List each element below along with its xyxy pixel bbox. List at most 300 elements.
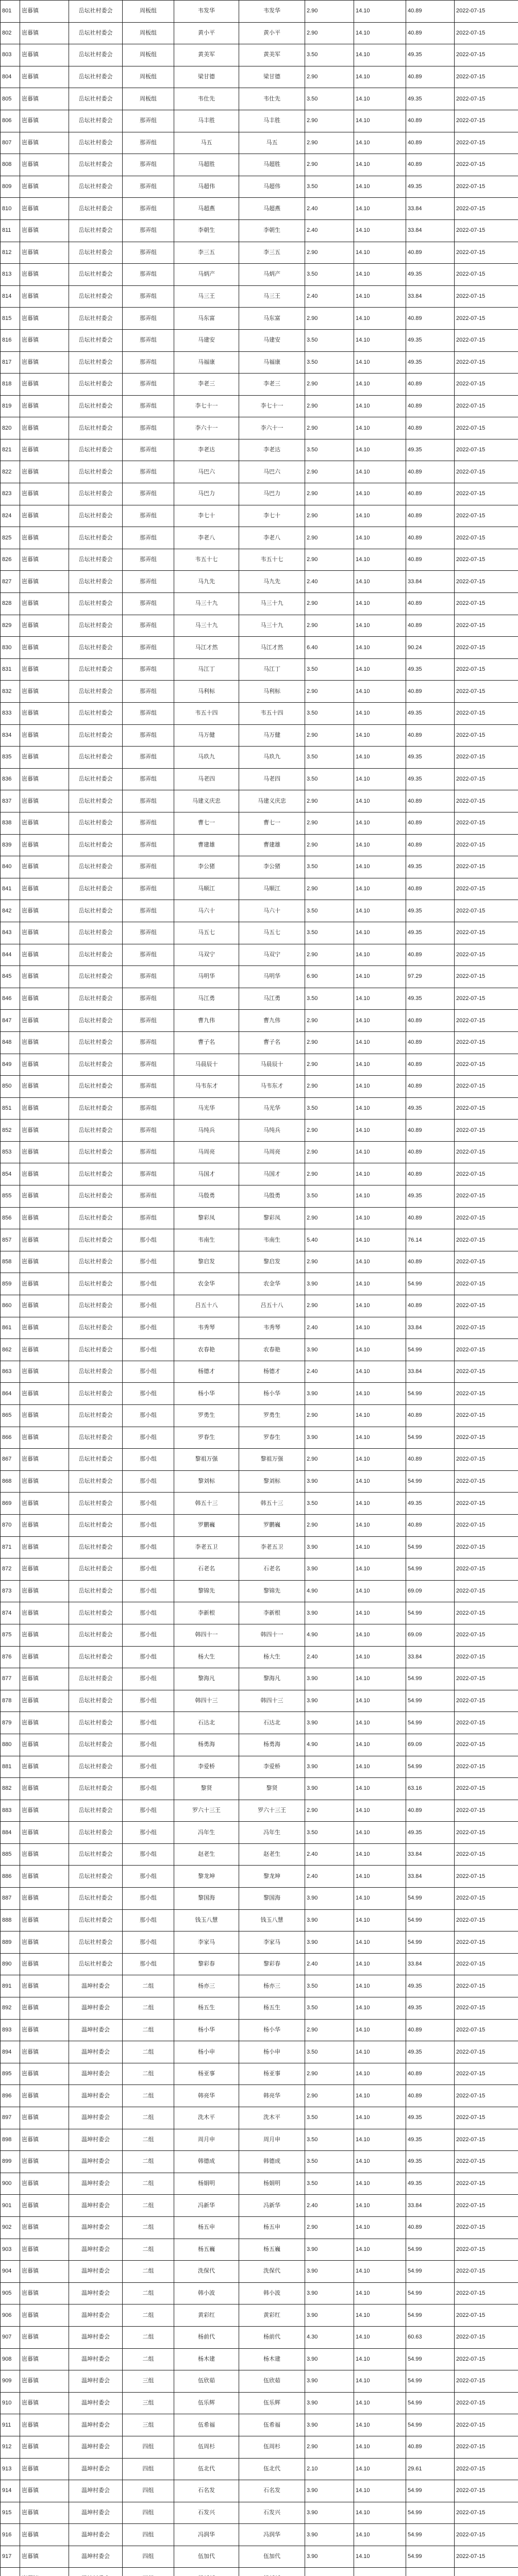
household-head-cell: 李老三: [239, 374, 305, 396]
amount-cell: 49.35: [406, 988, 455, 1010]
row-number-cell: 885: [1, 1843, 20, 1866]
unit-price-cell: 14.10: [354, 768, 406, 790]
date-cell: 2022-07-15: [455, 1470, 518, 1493]
name-cell: 李朝生: [174, 219, 239, 242]
date-cell: 2022-07-15: [455, 242, 518, 264]
unit-price-cell: 14.10: [354, 1470, 406, 1493]
row-number-cell: 897: [1, 2107, 20, 2129]
name-cell: 杨小华: [174, 2019, 239, 2041]
town-cell: 岜暮镇: [20, 878, 69, 900]
village-committee-cell: 岳坛社村委会: [69, 1163, 123, 1185]
town-cell: 岜暮镇: [20, 132, 69, 154]
table-row: [1, 2480, 518, 2502]
area-cell: 2.90: [305, 461, 354, 483]
date-cell: 2022-07-15: [455, 1076, 518, 1098]
row-number-cell: 917: [1, 2546, 20, 2568]
household-head-cell: 冯年生: [239, 1822, 305, 1844]
amount-cell: 49.35: [406, 351, 455, 374]
date-cell: 2022-07-15: [455, 834, 518, 856]
town-cell: 岜暮镇: [20, 1295, 69, 1317]
table-row: [1, 768, 518, 790]
town-cell: 岜暮镇: [20, 944, 69, 966]
table-row: [1, 1953, 518, 1975]
date-cell: 2022-07-15: [455, 1185, 518, 1208]
unit-price-cell: 14.10: [354, 944, 406, 966]
town-cell: 岜暮镇: [20, 1800, 69, 1822]
name-cell: 韩四十三: [174, 1690, 239, 1712]
row-number-cell: 874: [1, 1602, 20, 1624]
area-cell: 3.90: [305, 2480, 354, 2502]
row-number-cell: 831: [1, 658, 20, 681]
household-head-cell: 马建义庆忠: [239, 790, 305, 812]
area-cell: 2.40: [305, 2195, 354, 2217]
village-committee-cell: 温坤村委会: [69, 1997, 123, 2020]
group-cell: 那弄组: [123, 395, 174, 417]
town-cell: 岜暮镇: [20, 2282, 69, 2304]
area-cell: 2.90: [305, 944, 354, 966]
date-cell: 2022-07-15: [455, 1427, 518, 1449]
group-cell: 四组: [123, 2546, 174, 2568]
town-cell: 岜暮镇: [20, 1909, 69, 1931]
town-cell: 岜暮镇: [20, 2392, 69, 2414]
row-number-cell: 908: [1, 2348, 20, 2370]
area-cell: 4.90: [305, 1734, 354, 1756]
date-cell: 2022-07-15: [455, 154, 518, 176]
table-row: [1, 1054, 518, 1076]
table-row: [1, 44, 518, 66]
name-cell: 杨亦三: [174, 1975, 239, 1997]
amount-cell: 54.99: [406, 2414, 455, 2436]
unit-price-cell: 14.10: [354, 1690, 406, 1712]
amount-cell: 40.89: [406, 22, 455, 44]
group-cell: 那弄组: [123, 900, 174, 922]
amount-cell: 40.89: [406, 308, 455, 330]
date-cell: 2022-07-15: [455, 922, 518, 944]
name-cell: 黎龙坤: [174, 1866, 239, 1888]
amount-cell: 49.35: [406, 856, 455, 878]
household-head-cell: 马超伟: [239, 176, 305, 198]
village-committee-cell: 岳坛社村委会: [69, 549, 123, 571]
town-cell: 岜暮镇: [20, 922, 69, 944]
town-cell: 岜暮镇: [20, 264, 69, 286]
name-cell: 马江丁: [174, 658, 239, 681]
village-committee-cell: 岳坛社村委会: [69, 176, 123, 198]
household-head-cell: 马巴六: [239, 461, 305, 483]
amount-cell: 40.89: [406, 1031, 455, 1054]
date-cell: 2022-07-15: [455, 900, 518, 922]
group-cell: 那弄组: [123, 790, 174, 812]
row-number-cell: 803: [1, 44, 20, 66]
group-cell: 那小组: [123, 1690, 174, 1712]
town-cell: 岜暮镇: [20, 593, 69, 615]
table-row: [1, 1383, 518, 1405]
date-cell: 2022-07-15: [455, 110, 518, 132]
name-cell: 马明华: [174, 966, 239, 988]
name-cell: 马韦东才: [174, 1076, 239, 1098]
village-committee-cell: 岳坛社村委会: [69, 1383, 123, 1405]
amount-cell: 40.89: [406, 1076, 455, 1098]
town-cell: [20, 2568, 69, 2576]
name-cell: 黄彩红: [174, 2304, 239, 2327]
area-cell: 3.90: [305, 2304, 354, 2327]
table-row: [1, 2524, 518, 2546]
table-row: [1, 1602, 518, 1624]
unit-price-cell: 14.10: [354, 2151, 406, 2173]
table-row: [1, 2216, 518, 2239]
town-cell: 岜暮镇: [20, 571, 69, 593]
group-cell: 那弄组: [123, 988, 174, 1010]
area-cell: 2.90: [305, 1, 354, 23]
amount-cell: 40.89: [406, 1010, 455, 1032]
town-cell: 岜暮镇: [20, 176, 69, 198]
unit-price-cell: 14.10: [354, 461, 406, 483]
group-cell: 那弄组: [123, 505, 174, 527]
town-cell: 岜暮镇: [20, 2436, 69, 2458]
name-cell: 马六十: [174, 900, 239, 922]
village-committee-cell: 温坤村委会: [69, 2041, 123, 2063]
town-cell: 岜暮镇: [20, 374, 69, 396]
unit-price-cell: 14.10: [354, 483, 406, 505]
village-committee-cell: 岳坛社村委会: [69, 768, 123, 790]
household-head-cell: 马双宁: [239, 944, 305, 966]
table-row: [1, 219, 518, 242]
group-cell: 那小组: [123, 1317, 174, 1339]
area-cell: 2.90: [305, 681, 354, 703]
unit-price-cell: 14.10: [354, 1076, 406, 1098]
group-cell: 四组: [123, 2458, 174, 2480]
row-number-cell: 819: [1, 395, 20, 417]
date-cell: 2022-07-15: [455, 812, 518, 834]
village-committee-cell: 岳坛社村委会: [69, 1493, 123, 1515]
amount-cell: 49.35: [406, 2173, 455, 2195]
village-committee-cell: 岳坛社村委会: [69, 1646, 123, 1668]
group-cell: 那小组: [123, 1668, 174, 1690]
date-cell: 2022-07-15: [455, 439, 518, 461]
group-cell: 二组: [123, 2063, 174, 2085]
row-number-cell: 857: [1, 1229, 20, 1251]
amount-cell: 40.89: [406, 1141, 455, 1163]
village-committee-cell: 温坤村委会: [69, 2261, 123, 2283]
amount-cell: 40.89: [406, 834, 455, 856]
unit-price-cell: 14.10: [354, 1866, 406, 1888]
town-cell: 岜暮镇: [20, 2480, 69, 2502]
name-cell: 梁甘德: [174, 66, 239, 88]
area-cell: 5.40: [305, 1229, 354, 1251]
village-committee-cell: 温坤村委会: [69, 2392, 123, 2414]
area-cell: 3.50: [305, 2151, 354, 2173]
row-number-cell: 864: [1, 1383, 20, 1405]
group-cell: 那弄组: [123, 1097, 174, 1120]
village-committee-cell: 岳坛社村委会: [69, 1668, 123, 1690]
area-cell: 3.50: [305, 2107, 354, 2129]
area-cell: 2.90: [305, 2063, 354, 2085]
group-cell: 二组: [123, 2304, 174, 2327]
name-cell: 李家马: [174, 1931, 239, 1954]
town-cell: 岜暮镇: [20, 1602, 69, 1624]
town-cell: 岜暮镇: [20, 724, 69, 747]
row-number-cell: 802: [1, 22, 20, 44]
household-head-cell: 黄小平: [239, 22, 305, 44]
village-committee-cell: 岳坛社村委会: [69, 1624, 123, 1646]
amount-cell: 90.24: [406, 637, 455, 659]
row-number-cell: 839: [1, 834, 20, 856]
town-cell: 岜暮镇: [20, 1010, 69, 1032]
area-cell: 2.90: [305, 834, 354, 856]
area-cell: 3.90: [305, 1470, 354, 1493]
household-head-cell: 韩亮华: [239, 2085, 305, 2107]
date-cell: 2022-07-15: [455, 2216, 518, 2239]
unit-price-cell: 14.10: [354, 1536, 406, 1558]
group-cell: 那弄组: [123, 944, 174, 966]
village-committee-cell: 岳坛社村委会: [69, 681, 123, 703]
amount-cell: 33.84: [406, 1843, 455, 1866]
amount-cell: 54.99: [406, 1602, 455, 1624]
area-cell: 3.50: [305, 2129, 354, 2151]
household-head-cell: 罗勇生: [239, 1405, 305, 1427]
table-row: [1, 176, 518, 198]
row-number-cell: 865: [1, 1405, 20, 1427]
area-cell: 2.90: [305, 1163, 354, 1185]
name-cell: 韦发华: [174, 1, 239, 23]
group-cell: 那弄组: [123, 417, 174, 439]
table-row: [1, 2304, 518, 2327]
group-cell: 二组: [123, 2239, 174, 2261]
name-cell: 韩四十一: [174, 1624, 239, 1646]
town-cell: 岜暮镇: [20, 1778, 69, 1800]
amount-cell: 97.29: [406, 966, 455, 988]
date-cell: 2022-07-15: [455, 1120, 518, 1142]
area-cell: 2.90: [305, 242, 354, 264]
town-cell: 岜暮镇: [20, 285, 69, 308]
village-committee-cell: 温坤村委会: [69, 2524, 123, 2546]
unit-price-cell: 14.10: [354, 308, 406, 330]
date-cell: 2022-07-15: [455, 198, 518, 220]
group-cell: 那弄组: [123, 549, 174, 571]
table-row: [1, 264, 518, 286]
unit-price-cell: 14.10: [354, 1624, 406, 1646]
table-row: [1, 110, 518, 132]
household-head-cell: 黎启发: [239, 1251, 305, 1273]
name-cell: 黎祖万强: [174, 1449, 239, 1471]
area-cell: 2.90: [305, 878, 354, 900]
unit-price-cell: 14.10: [354, 812, 406, 834]
town-cell: 岜暮镇: [20, 219, 69, 242]
group-cell: 二组: [123, 2261, 174, 2283]
village-committee-cell: 温坤村委会: [69, 2282, 123, 2304]
group-cell: 二组: [123, 2041, 174, 2063]
name-cell: 李老达: [174, 439, 239, 461]
town-cell: 岜暮镇: [20, 1470, 69, 1493]
unit-price-cell: 14.10: [354, 1975, 406, 1997]
group-cell: 那小组: [123, 1953, 174, 1975]
table-row: [1, 747, 518, 769]
name-cell: 黄美军: [174, 44, 239, 66]
unit-price-cell: 14.10: [354, 593, 406, 615]
row-number-cell: 888: [1, 1909, 20, 1931]
name-cell: 农金华: [174, 1273, 239, 1295]
name-cell: 李六十一: [174, 417, 239, 439]
unit-price-cell: 14.10: [354, 1295, 406, 1317]
name-cell: 马福康: [174, 351, 239, 374]
unit-price-cell: 14.10: [354, 1580, 406, 1602]
group-cell: 那弄组: [123, 681, 174, 703]
unit-price-cell: 14.10: [354, 747, 406, 769]
unit-price-cell: 14.10: [354, 264, 406, 286]
group-cell: 那弄组: [123, 285, 174, 308]
village-committee-cell: 岳坛社村委会: [69, 1141, 123, 1163]
village-committee-cell: 温坤村委会: [69, 2304, 123, 2327]
town-cell: 岜暮镇: [20, 2304, 69, 2327]
village-committee-cell: 岳坛社村委会: [69, 1734, 123, 1756]
town-cell: 岜暮镇: [20, 2063, 69, 2085]
date-cell: 2022-07-15: [455, 2480, 518, 2502]
amount-cell: 49.35: [406, 2129, 455, 2151]
town-cell: 岜暮镇: [20, 1141, 69, 1163]
area-cell: 3.50: [305, 329, 354, 351]
name-cell: 马三王: [174, 285, 239, 308]
area-cell: 2.90: [305, 2019, 354, 2041]
row-number-cell: 840: [1, 856, 20, 878]
unit-price-cell: 14.10: [354, 703, 406, 725]
date-cell: 2022-07-15: [455, 1580, 518, 1602]
table-row: [1, 1580, 518, 1602]
name-cell: 李七十一: [174, 395, 239, 417]
table-row: [1, 1997, 518, 2020]
town-cell: 岜暮镇: [20, 1843, 69, 1866]
name-cell: 罗鹏巍: [174, 1514, 239, 1536]
date-cell: 2022-07-15: [455, 1646, 518, 1668]
row-number-cell: 829: [1, 615, 20, 637]
date-cell: 2022-07-15: [455, 1251, 518, 1273]
row-number-cell: 837: [1, 790, 20, 812]
group-cell: 那小组: [123, 1493, 174, 1515]
village-committee-cell: 岳坛社村委会: [69, 154, 123, 176]
unit-price-cell: 14.10: [354, 878, 406, 900]
village-committee-cell: 温坤村委会: [69, 2173, 123, 2195]
household-head-cell: 韩小波: [239, 2282, 305, 2304]
area-cell: 3.50: [305, 856, 354, 878]
name-cell: 韩亮华: [174, 2085, 239, 2107]
village-committee-cell: 岳坛社村委会: [69, 395, 123, 417]
group-cell: 那弄组: [123, 593, 174, 615]
amount-cell: 49.35: [406, 264, 455, 286]
date-cell: 2022-07-15: [455, 944, 518, 966]
area-cell: 4.90: [305, 1624, 354, 1646]
area-cell: 3.50: [305, 1997, 354, 2020]
group-cell: 那弄组: [123, 747, 174, 769]
date-cell: 2022-07-15: [455, 461, 518, 483]
village-committee-cell: 温坤村委会: [69, 1975, 123, 1997]
amount-cell: 54.99: [406, 1273, 455, 1295]
row-number-cell: 821: [1, 439, 20, 461]
amount-cell: 76.14: [406, 1229, 455, 1251]
unit-price-cell: 14.10: [354, 219, 406, 242]
date-cell: 2022-07-15: [455, 417, 518, 439]
unit-price-cell: 14.10: [354, 2480, 406, 2502]
table-row: [1, 154, 518, 176]
village-committee-cell: 岳坛社村委会: [69, 1953, 123, 1975]
name-cell: 马顺江: [174, 878, 239, 900]
name-cell: 马东富: [174, 308, 239, 330]
village-committee-cell: 岳坛社村委会: [69, 615, 123, 637]
town-cell: 岜暮镇: [20, 637, 69, 659]
household-head-cell: 杨德才: [239, 1361, 305, 1383]
amount-cell: 40.89: [406, 1163, 455, 1185]
town-cell: 岜暮镇: [20, 439, 69, 461]
area-cell: 2.90: [305, 308, 354, 330]
village-committee-cell: 岳坛社村委会: [69, 571, 123, 593]
table-row: [1, 242, 518, 264]
village-committee-cell: 岳坛社村委会: [69, 505, 123, 527]
town-cell: 岜暮镇: [20, 966, 69, 988]
amount-cell: 54.99: [406, 1470, 455, 1493]
area-cell: 2.90: [305, 1514, 354, 1536]
household-head-cell: 曹建雄: [239, 834, 305, 856]
table-row: [1, 637, 518, 659]
table-row: [1, 790, 518, 812]
unit-price-cell: 14.10: [354, 637, 406, 659]
town-cell: 岜暮镇: [20, 1558, 69, 1581]
unit-price-cell: 14.10: [354, 242, 406, 264]
village-committee-cell: 岳坛社村委会: [69, 593, 123, 615]
area-cell: 2.90: [305, 527, 354, 549]
area-cell: 3.90: [305, 2261, 354, 2283]
household-head-cell: 农金华: [239, 1273, 305, 1295]
name-cell: 伍加代: [174, 2546, 239, 2568]
date-cell: [455, 2568, 518, 2576]
name-cell: 李新根: [174, 1602, 239, 1624]
date-cell: 2022-07-15: [455, 658, 518, 681]
name-cell: 罗勇生: [174, 1405, 239, 1427]
group-cell: 那小组: [123, 1449, 174, 1471]
household-head-cell: 罗鹏巍: [239, 1514, 305, 1536]
date-cell: 2022-07-15: [455, 2239, 518, 2261]
group-cell: 二组: [123, 1975, 174, 1997]
town-cell: 岜暮镇: [20, 1185, 69, 1208]
household-head-cell: 杨小华: [239, 2019, 305, 2041]
row-number-cell: 815: [1, 308, 20, 330]
row-number-cell: 828: [1, 593, 20, 615]
unit-price-cell: 14.10: [354, 2261, 406, 2283]
group-cell: 周板组: [123, 66, 174, 88]
date-cell: 2022-07-15: [455, 2392, 518, 2414]
row-number-cell: 891: [1, 1975, 20, 1997]
date-cell: 2022-07-15: [455, 2326, 518, 2348]
table-row: [1, 132, 518, 154]
table-row: [1, 922, 518, 944]
group-cell: 那弄组: [123, 1207, 174, 1229]
table-row: [1, 1361, 518, 1383]
village-committee-cell: 岳坛社村委会: [69, 834, 123, 856]
name-cell: 杨木建: [174, 2348, 239, 2370]
name-cell: 伍乐辉: [174, 2392, 239, 2414]
amount-cell: 40.89: [406, 681, 455, 703]
town-cell: 岜暮镇: [20, 615, 69, 637]
amount-cell: 40.89: [406, 1207, 455, 1229]
date-cell: 2022-07-15: [455, 637, 518, 659]
name-cell: 马建安: [174, 329, 239, 351]
table-row: [1, 834, 518, 856]
household-head-cell: 黎祖万强: [239, 1449, 305, 1471]
date-cell: 2022-07-15: [455, 1493, 518, 1515]
group-cell: 那小组: [123, 1536, 174, 1558]
unit-price-cell: 14.10: [354, 154, 406, 176]
household-head-cell: 马利标: [239, 681, 305, 703]
row-number-cell: 884: [1, 1822, 20, 1844]
row-number-cell: 850: [1, 1076, 20, 1098]
table-row: [1, 988, 518, 1010]
table-row: [1, 1405, 518, 1427]
